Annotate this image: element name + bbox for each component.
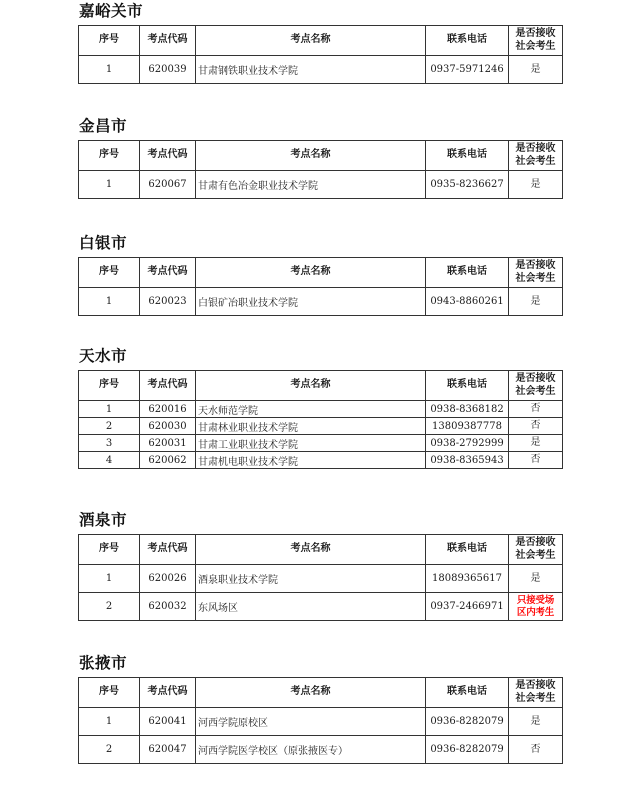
- cell-accept-social: 是: [509, 435, 563, 452]
- column-header-accept: [509, 26, 563, 56]
- city-section: [0, 118, 640, 199]
- cell-accept-social: 是: [509, 708, 563, 736]
- cell-contact-phone: 0936-8282079: [426, 736, 509, 764]
- cell-accept-social: 是: [509, 56, 563, 84]
- cell-contact-phone: 0938-2792999: [426, 435, 509, 452]
- accept-warning-line1: 只接受场: [516, 595, 555, 607]
- column-header-accept-line2: 社会考生: [515, 385, 556, 397]
- accept-warning-line2: 区内考生: [516, 606, 555, 618]
- venue-table: [78, 257, 563, 316]
- column-header-accept-line2: 社会考生: [515, 272, 556, 284]
- column-header-accept-line1: 是否接收: [515, 373, 556, 385]
- table-header-row: [79, 26, 563, 56]
- column-header-index: 序号: [79, 141, 140, 171]
- cell-venue-code: 620026: [140, 565, 196, 593]
- cell-accept-warning: [509, 593, 563, 621]
- cell-venue-code: 620041: [140, 708, 196, 736]
- column-header-accept-line2: 社会考生: [515, 155, 556, 167]
- venue-table: [78, 677, 563, 764]
- cell-venue-name: 天水师范学院: [196, 401, 426, 418]
- venue-table: [78, 534, 563, 621]
- cell-venue-code: 620016: [140, 401, 196, 418]
- cell-accept-social: 否: [509, 418, 563, 435]
- venue-table: [78, 25, 563, 84]
- cell-contact-phone: 0937-2466971: [426, 593, 509, 621]
- column-header-accept: [509, 371, 563, 401]
- column-header-index: 序号: [79, 535, 140, 565]
- cell-venue-name: 甘肃有色冶金职业技术学院: [196, 171, 426, 199]
- city-section: [0, 655, 640, 764]
- table-row: [79, 288, 563, 316]
- city-heading: 张掖市: [79, 654, 128, 672]
- column-header-accept: [509, 678, 563, 708]
- table-row: [79, 736, 563, 764]
- column-header-phone: 联系电话: [426, 678, 509, 708]
- column-header-phone: 联系电话: [426, 26, 509, 56]
- column-header-index: 序号: [79, 26, 140, 56]
- column-header-code: 考点代码: [140, 371, 196, 401]
- cell-venue-name: 白银矿冶职业技术学院: [196, 288, 426, 316]
- cell-venue-code: 620031: [140, 435, 196, 452]
- cell-venue-code: 620039: [140, 56, 196, 84]
- city-heading: 酒泉市: [79, 511, 128, 529]
- table-row: [79, 452, 563, 469]
- column-header-accept-line1: 是否接收: [515, 537, 556, 549]
- table-header-row: [79, 141, 563, 171]
- cell-venue-code: 620030: [140, 418, 196, 435]
- city-section: [0, 3, 640, 84]
- cell-index: 1: [79, 401, 140, 418]
- cell-contact-phone: 0943-8860261: [426, 288, 509, 316]
- cell-contact-phone: 0937-5971246: [426, 56, 509, 84]
- cell-venue-name: 甘肃钢铁职业技术学院: [196, 56, 426, 84]
- column-header-phone: 联系电话: [426, 535, 509, 565]
- cell-index: 3: [79, 435, 140, 452]
- cell-venue-name: 酒泉职业技术学院: [196, 565, 426, 593]
- column-header-phone: 联系电话: [426, 258, 509, 288]
- table-row: [79, 593, 563, 621]
- cell-venue-code: 620067: [140, 171, 196, 199]
- column-header-accept-line2: 社会考生: [515, 40, 556, 52]
- table-header-row: [79, 258, 563, 288]
- column-header-phone: 联系电话: [426, 141, 509, 171]
- table-row: [79, 435, 563, 452]
- column-header-accept-line2: 社会考生: [515, 692, 556, 704]
- cell-index: 1: [79, 288, 140, 316]
- venue-table: [78, 140, 563, 199]
- cell-venue-name: 甘肃机电职业技术学院: [196, 452, 426, 469]
- city-heading: 天水市: [79, 347, 128, 365]
- column-header-accept-line2: 社会考生: [515, 549, 556, 561]
- cell-venue-code: 620047: [140, 736, 196, 764]
- column-header-accept-line1: 是否接收: [515, 680, 556, 692]
- table-row: [79, 56, 563, 84]
- cell-contact-phone: 0938-8368182: [426, 401, 509, 418]
- table-header-row: [79, 371, 563, 401]
- column-header-accept: [509, 258, 563, 288]
- cell-venue-code: 620023: [140, 288, 196, 316]
- cell-accept-social: 否: [509, 401, 563, 418]
- cell-venue-name: 甘肃工业职业技术学院: [196, 435, 426, 452]
- column-header-name: 考点名称: [196, 141, 426, 171]
- cell-venue-code: 620062: [140, 452, 196, 469]
- city-heading: 金昌市: [79, 117, 128, 135]
- cell-venue-code: 620032: [140, 593, 196, 621]
- cell-accept-social: 是: [509, 288, 563, 316]
- table-header-row: [79, 535, 563, 565]
- cell-contact-phone: 0936-8282079: [426, 708, 509, 736]
- cell-index: 2: [79, 418, 140, 435]
- column-header-code: 考点代码: [140, 141, 196, 171]
- city-heading: 嘉峪关市: [79, 2, 144, 20]
- cell-contact-phone: 18089365617: [426, 565, 509, 593]
- cell-contact-phone: 0935-8236627: [426, 171, 509, 199]
- cell-accept-social: 否: [509, 736, 563, 764]
- city-section: [0, 348, 640, 469]
- column-header-index: 序号: [79, 258, 140, 288]
- column-header-name: 考点名称: [196, 371, 426, 401]
- cell-venue-name: 河西学院医学校区（原张掖医专）: [196, 736, 426, 764]
- city-section: [0, 235, 640, 316]
- cell-contact-phone: 0938-8365943: [426, 452, 509, 469]
- cell-accept-social: 否: [509, 452, 563, 469]
- venue-table: [78, 370, 563, 469]
- table-row: [79, 565, 563, 593]
- column-header-accept-line1: 是否接收: [515, 260, 556, 272]
- cell-index: 4: [79, 452, 140, 469]
- cell-venue-name: 东风场区: [196, 593, 426, 621]
- table-header-row: [79, 678, 563, 708]
- column-header-accept-line1: 是否接收: [515, 143, 556, 155]
- city-heading: 白银市: [79, 234, 128, 252]
- column-header-code: 考点代码: [140, 26, 196, 56]
- column-header-index: 序号: [79, 371, 140, 401]
- column-header-name: 考点名称: [196, 258, 426, 288]
- table-row: [79, 401, 563, 418]
- cell-index: 1: [79, 171, 140, 199]
- column-header-phone: 联系电话: [426, 371, 509, 401]
- column-header-accept: [509, 141, 563, 171]
- column-header-accept-line1: 是否接收: [515, 28, 556, 40]
- column-header-name: 考点名称: [196, 535, 426, 565]
- column-header-code: 考点代码: [140, 258, 196, 288]
- column-header-index: 序号: [79, 678, 140, 708]
- column-header-name: 考点名称: [196, 26, 426, 56]
- cell-index: 2: [79, 736, 140, 764]
- cell-accept-social: 是: [509, 565, 563, 593]
- table-row: [79, 708, 563, 736]
- column-header-name: 考点名称: [196, 678, 426, 708]
- cell-index: 1: [79, 708, 140, 736]
- column-header-code: 考点代码: [140, 678, 196, 708]
- cell-venue-name: 甘肃林业职业技术学院: [196, 418, 426, 435]
- cell-accept-social: 是: [509, 171, 563, 199]
- cell-index: 2: [79, 593, 140, 621]
- city-section: [0, 512, 640, 621]
- cell-index: 1: [79, 56, 140, 84]
- cell-contact-phone: 13809387778: [426, 418, 509, 435]
- table-row: [79, 418, 563, 435]
- table-row: [79, 171, 563, 199]
- column-header-accept: [509, 535, 563, 565]
- column-header-code: 考点代码: [140, 535, 196, 565]
- cell-index: 1: [79, 565, 140, 593]
- cell-venue-name: 河西学院原校区: [196, 708, 426, 736]
